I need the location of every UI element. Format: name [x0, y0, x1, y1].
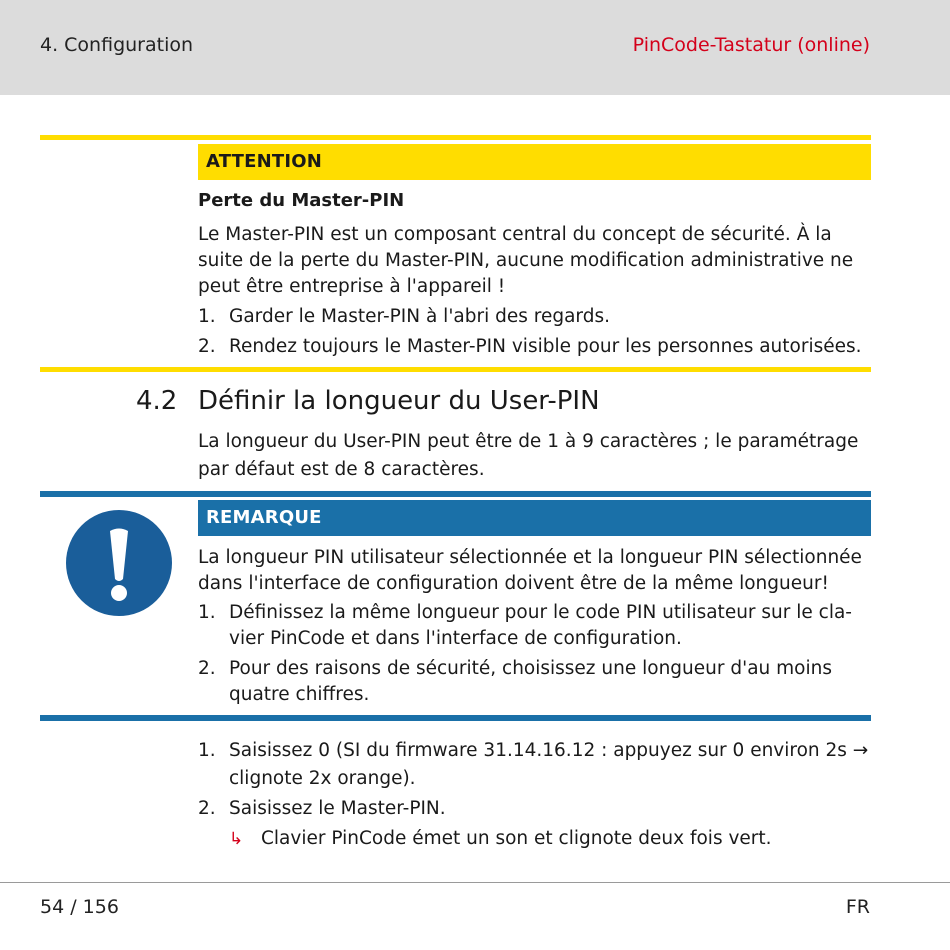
footer-divider [0, 882, 950, 883]
section-title: Définir la longueur du User-PIN [198, 386, 600, 416]
attention-title: Perte du Master-PIN [198, 190, 405, 211]
remarque-label: REMARQUE [198, 500, 871, 536]
step-number: 2. [198, 798, 216, 819]
page-number: 54 / 156 [40, 896, 119, 918]
attention-text: Le Master-PIN est un composant central du concept de sécurité. À la suite de la perte du Master-PIN, aucune modification administrative ne peut être entreprise à l'appareil ! [198, 224, 854, 297]
remarque-text: La longueur PIN utilisateur sélectionnée et la longueur PIN sélectionnée dans l'interface de configuration doivent être de la même longueur! [198, 547, 862, 594]
chapter-title: 4. Configuration [40, 34, 194, 56]
list-text: Rendez toujours le Master-PIN visible pour les personnes autorisées. [229, 336, 862, 357]
list-text: Pour des raisons de sécurité, choisissez une longueur d'au moins quatre chiffres. [229, 658, 832, 705]
language-code: FR [845, 896, 870, 918]
page-header [0, 0, 950, 95]
list-text: Définissez la même longueur pour le code PIN utilisateur sur le cla-vier PinCode et dans l'interface de configuration. [229, 602, 852, 649]
exclamation-icon [63, 507, 175, 619]
section-text: La longueur du User-PIN peut être de 1 à 9 caractères ; le paramétrage par défaut est de 8 caractères. [198, 431, 859, 480]
product-title: PinCode-Tastatur (online) [632, 34, 870, 56]
result-text: Clavier PinCode émet un son et clignote deux fois vert. [261, 828, 772, 849]
list-number: 2. [198, 336, 216, 357]
remarque-top-bar [40, 491, 871, 497]
result-arrow-icon: ↳ [229, 829, 244, 849]
step-text: Saisissez le Master-PIN. [229, 798, 446, 819]
attention-label: ATTENTION [198, 144, 871, 180]
list-text: Garder le Master-PIN à l'abri des regards. [229, 306, 610, 327]
section-number: 4.2 [136, 386, 178, 416]
attention-bottom-bar [40, 367, 871, 372]
attention-top-bar [40, 135, 871, 140]
list-number: 1. [198, 306, 216, 327]
step-text: Saisissez 0 (SI du firmware 31.14.16.12 : appuyez sur 0 environ 2s → clignote 2x orange). [229, 740, 869, 789]
remarque-bottom-bar [40, 715, 871, 721]
list-number: 2. [198, 658, 216, 679]
list-number: 1. [198, 602, 216, 623]
step-number: 1. [198, 740, 216, 761]
